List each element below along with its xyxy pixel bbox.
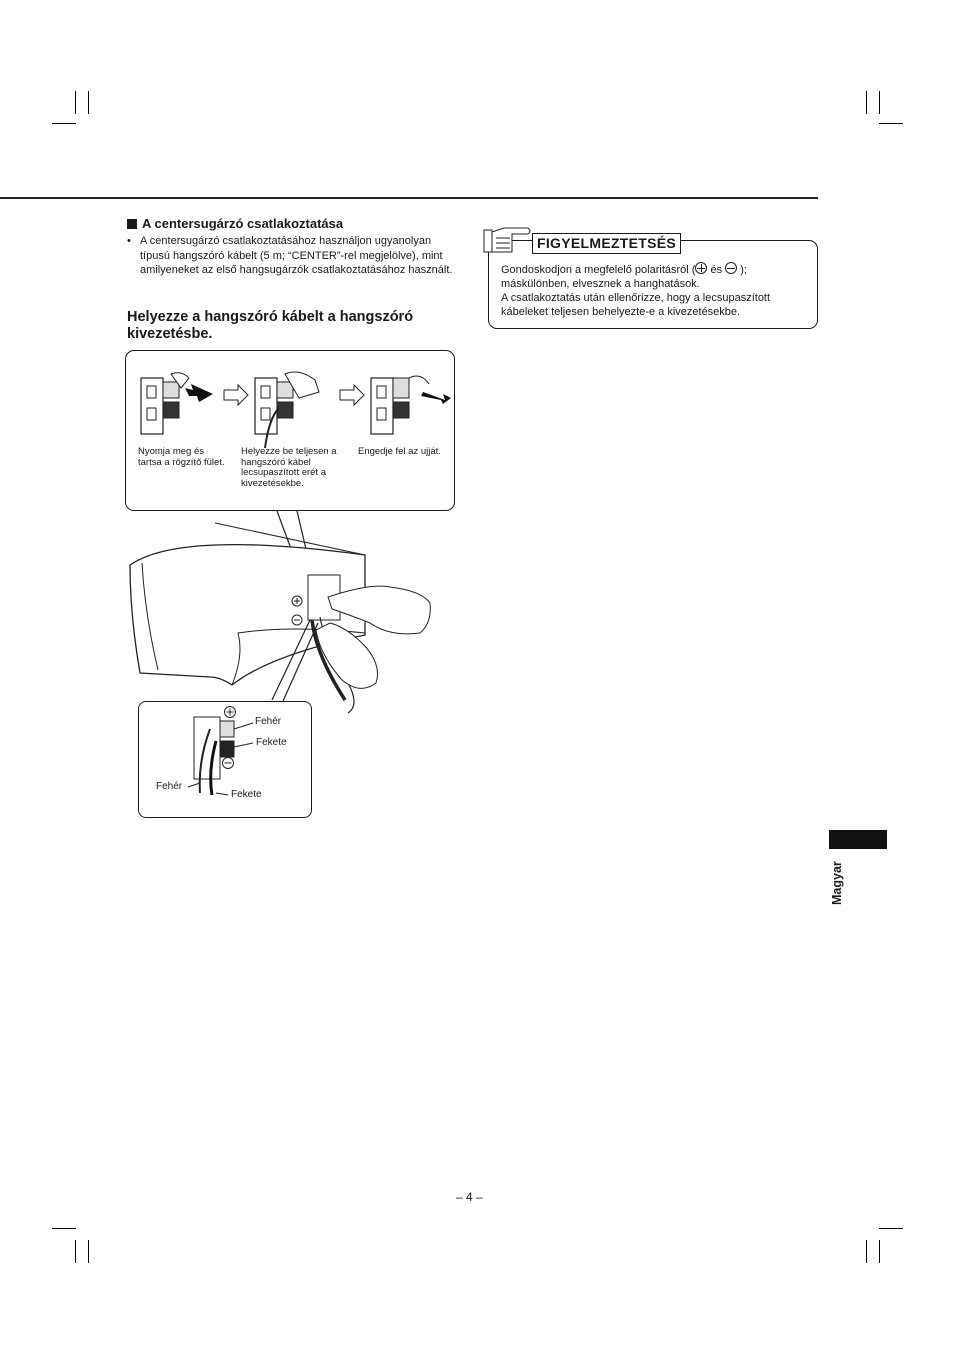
warning-line-3: A csatlakoztatás után ellenőrizze, hogy a lecsupaszított kábeleket teljesen behelyezte-e a kivezetésekbe.: [501, 292, 771, 318]
terminal-step1-icon: [141, 373, 213, 434]
heading-square-icon: [127, 219, 137, 229]
crop-mark: [88, 91, 89, 114]
step-title: Helyezze a hangszóró kábelt a hangszóró kivezetésbe.: [127, 309, 414, 342]
pointing-hand-icon: [482, 222, 532, 256]
crop-mark: [52, 1228, 76, 1229]
bullet-paragraph: [127, 234, 457, 278]
minus-circle-icon: [725, 262, 737, 274]
crop-mark: [879, 123, 903, 124]
section-heading: [127, 216, 343, 231]
steps-illustration: [125, 350, 455, 450]
plus-circle-icon: [695, 262, 707, 274]
crop-mark: [52, 123, 76, 124]
crop-mark: [866, 91, 867, 114]
section-heading-text: A centersugárzó csatlakoztatása: [142, 216, 344, 231]
crop-mark: [879, 1240, 880, 1263]
bullet-text: A centersugárzó csatlakoztatásához használjon ugyanolyan típusú hangszóró kábelt (5 m; “CENTER”-rel megjelölve), mint amilyeneket az első hangsugárzók csatlakoztatásához használt.: [140, 235, 453, 276]
warning-line-2: máskülönben, elvesznek a hanghatások.: [501, 278, 700, 290]
inset-label-black-bottom: Fekete: [231, 789, 262, 800]
crop-mark: [88, 1240, 89, 1263]
warning-line-1: Gondoskodjon a megfelelő polaritásról ( és );: [501, 264, 747, 276]
terminal-step3-icon: [371, 376, 451, 434]
crop-mark: [75, 1240, 76, 1263]
step3-caption: Engedje fel az ujját.: [358, 446, 441, 457]
inset-label-white-bottom: Fehér: [156, 781, 183, 792]
step1-caption: Nyomja meg és tartsa a rögzítő fület.: [138, 446, 225, 468]
warning-label: FIGYELMEZTETSÉS: [532, 233, 681, 254]
step2-caption: Helyezze be teljesen a hangszóró kábel lecsupaszított erét a kivezetésekbe.: [241, 446, 337, 489]
header-rule: [0, 197, 818, 199]
language-label: Magyar: [830, 861, 844, 905]
language-tab: [829, 830, 887, 849]
crop-mark: [75, 91, 76, 114]
bullet-mark: •: [127, 235, 131, 247]
inset-illustration: [138, 701, 312, 818]
inset-label-black-top: Fekete: [256, 737, 287, 748]
crop-mark: [879, 1228, 903, 1229]
warning-text: [501, 262, 811, 319]
terminal-step2-icon: [255, 372, 319, 448]
speaker-connection-illustration: [120, 505, 450, 720]
inset-label-white-top: Fehér: [255, 716, 282, 727]
crop-mark: [866, 1240, 867, 1263]
page-number: – 4 –: [456, 1190, 483, 1204]
crop-mark: [879, 91, 880, 114]
